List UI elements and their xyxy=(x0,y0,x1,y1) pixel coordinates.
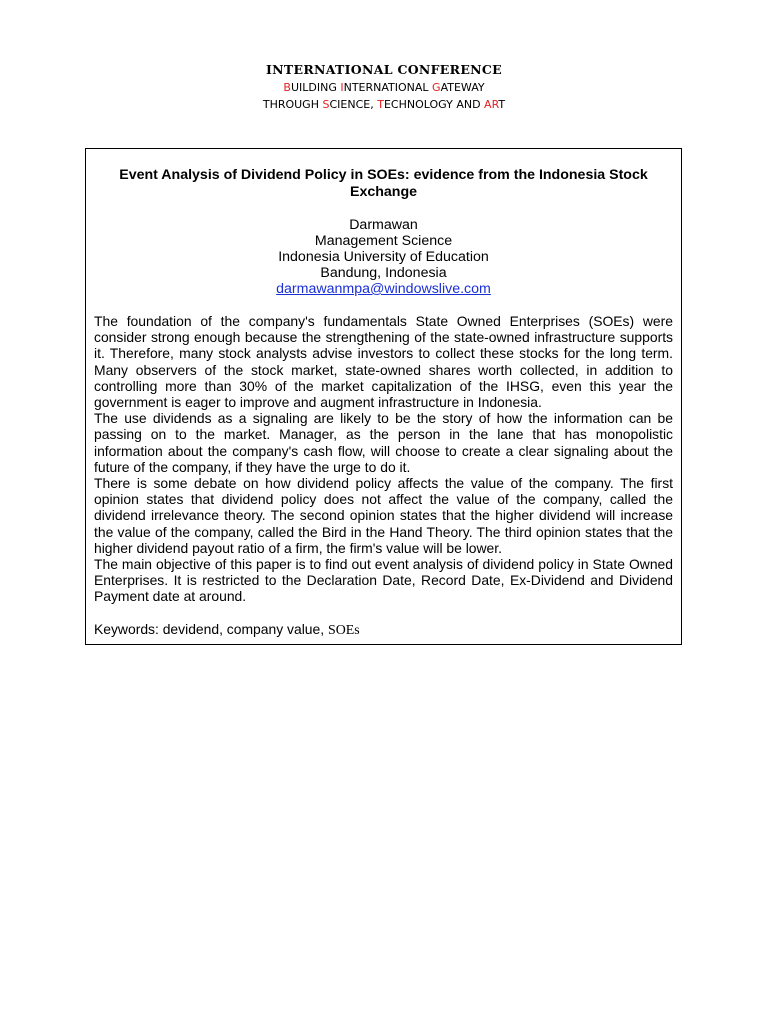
header-text: THROUGH xyxy=(262,98,323,111)
highlighted-initial: I xyxy=(340,81,344,94)
header-text: T xyxy=(498,98,506,111)
conference-theme-line-1 xyxy=(0,79,768,96)
paper-title: Event Analysis of Dividend Policy in SOEs: evidence from the Indonesia Stock Exchange xyxy=(119,167,648,200)
abstract-paragraph: There is some debate on how dividend policy affects the value of the company. The first opinion states that dividend policy does not affect the value of the company, called the dividend irrelevance theory. The second opinion states that the higher dividend will increase the value of the company, called the Bird in the Hand Theory. The third opinion states that the higher dividend payout ratio of a firm, the firm's value will be lower. xyxy=(94,475,673,556)
header-text: NTERNATIONAL xyxy=(343,81,433,94)
header-text: CIENCE, xyxy=(329,98,378,111)
author-name: Darmawan xyxy=(349,217,418,233)
highlighted-initial: B xyxy=(283,81,291,94)
abstract-box xyxy=(85,148,682,645)
keywords xyxy=(94,621,673,639)
highlighted-initial: G xyxy=(432,81,441,94)
highlighted-initial: AR xyxy=(484,98,499,111)
highlighted-initial: T xyxy=(377,98,384,111)
keywords-soes: SOEs xyxy=(327,622,360,638)
header-text: UILDING xyxy=(290,81,341,94)
header-text: ECHNOLOGY AND xyxy=(383,98,485,111)
conference-theme-line-2 xyxy=(0,96,768,113)
author-email-link[interactable]: darmawanmpa@windowslive.com xyxy=(276,281,491,297)
author-institution: Indonesia University of Education xyxy=(278,249,489,265)
abstract-paragraph: The foundation of the company's fundamentals State Owned Enterprises (SOEs) were consider strong enough because the strengthening of the state-owned infrastructure supports it. Therefore, many stock analysts advise investors to collect these stocks for the long term. Many observers of the stock market, state-owned shares worth collected, in addition to controlling more than 30% of the market capitalization of the IHSG, even this year the government is eager to improve and augment infrastructure in Indonesia. xyxy=(94,313,673,411)
conference-title: INTERNATIONAL CONFERENCE xyxy=(266,62,502,77)
author-location: Bandung, Indonesia xyxy=(320,265,447,281)
author-department: Management Science xyxy=(314,233,453,249)
header-text: ATEWAY xyxy=(440,81,485,94)
abstract-text xyxy=(94,313,673,605)
abstract-paragraph: The use dividends as a signaling are likely to be the story of how the information can be passing on to the market. Manager, as the person in the lane that has monopolistic information about the company's cash flow, will choose to create a clear signaling about the future of the company, if they have the urge to do it. xyxy=(94,410,673,475)
conference-header xyxy=(0,61,768,113)
abstract-paragraph: The main objective of this paper is to find out event analysis of dividend policy in State Owned Enterprises. It is restricted to the Declaration Date, Record Date, Ex-Dividend and Dividend Payment date at around. xyxy=(94,556,673,605)
author-block xyxy=(94,217,673,297)
keywords-label: Keywords: devidend, company value, xyxy=(94,620,328,637)
highlighted-initial: S xyxy=(322,98,330,111)
